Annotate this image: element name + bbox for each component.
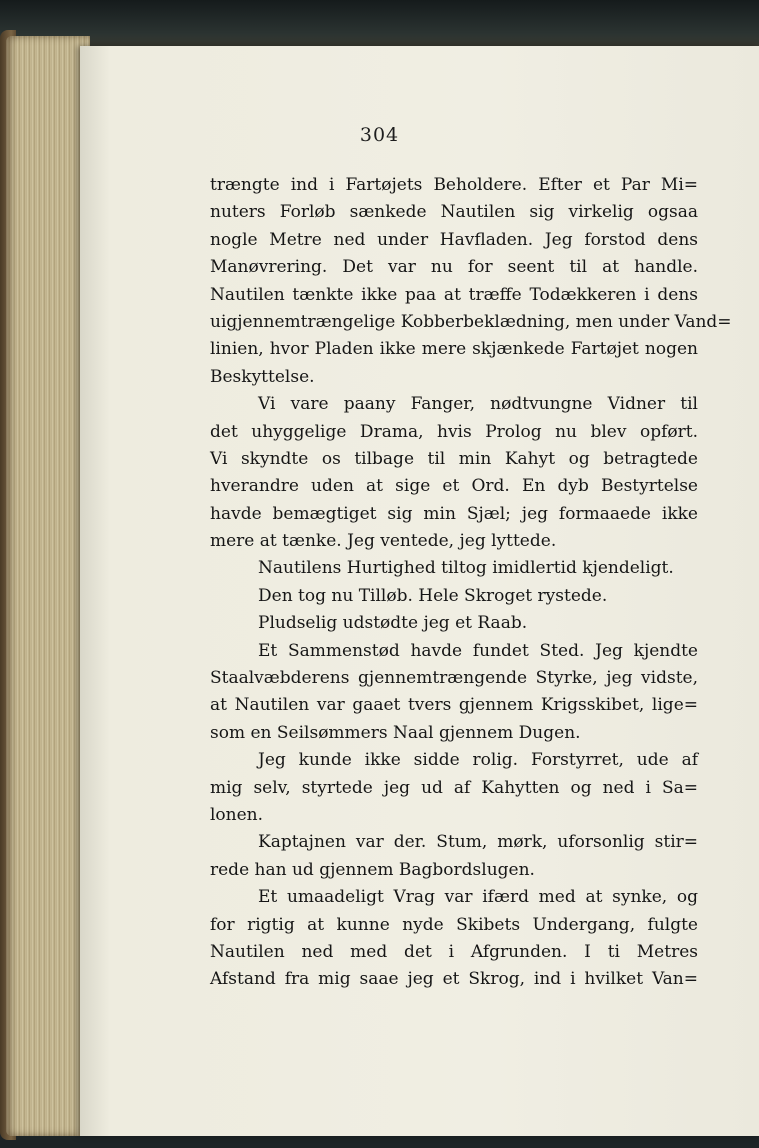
text-line: nogle Metre ned under Havfladen. Jeg forstod dens xyxy=(210,229,698,250)
text-line: Et umaadeligt Vrag var ifærd med at synke, og xyxy=(258,887,698,908)
text-line: mere at tænke. Jeg ventede, jeg lyttede. xyxy=(210,531,557,552)
text-line: havde bemægtiget sig min Sjæl; jeg formaaede ikke xyxy=(210,503,698,524)
text-line: at Nautilen var gaaet tvers gjennem Krigsskibet, lige= xyxy=(210,695,698,716)
text-line: Nautilens Hurtighed tiltog imidlertid kjendeligt. xyxy=(258,558,674,579)
text-line: lonen. xyxy=(210,804,264,825)
text-line: Afstand fra mig saae jeg et Skrog, ind i hvilket Van= xyxy=(210,969,698,990)
text-line: Manøvrering. Det var nu for seent til at handle. xyxy=(210,257,698,278)
text-line: uigjennemtrængelige Kobberbeklædning, men under Vand= xyxy=(210,311,732,332)
text-line: Den tog nu Tilløb. Hele Skroget rystede. xyxy=(258,585,608,606)
text-line: nuters Forløb sænkede Nautilen sig virkelig ogsaa xyxy=(210,202,698,223)
body-text xyxy=(210,172,732,994)
text-line: Vi vare paany Fanger, nødtvungne Vidner til xyxy=(258,394,698,415)
background-top xyxy=(0,0,759,48)
text-line: Vi skyndte os tilbage til min Kahyt og betragtede xyxy=(210,448,698,469)
text-line: Kaptajnen var der. Stum, mørk, uforsonlig stir= xyxy=(258,832,698,853)
text-line: mig selv, styrtede jeg ud af Kahytten og ned i Sa= xyxy=(210,777,698,798)
text-line: Nautilen ned med det i Afgrunden. I ti Metres xyxy=(210,941,698,962)
text-line: Nautilen tænkte ikke paa at træffe Todækkeren i dens xyxy=(210,284,698,305)
text-line: Jeg kunde ikke sidde rolig. Forstyrret, ude af xyxy=(258,750,698,771)
text-line: rede han ud gjennem Bagbordslugen. xyxy=(210,859,535,880)
text-line: Beskyttelse. xyxy=(210,366,315,387)
text-line: hverandre uden at sige et Ord. En dyb Bestyrtelse xyxy=(210,476,698,497)
text-line: Et Sammenstød havde fundet Sted. Jeg kjendte xyxy=(258,640,698,661)
text-line: for rigtig at kunne nyde Skibets Undergang, fulgte xyxy=(210,914,698,935)
text-line: Staalvæbderens gjennemtrængende Styrke, jeg vidste, xyxy=(210,668,698,689)
text-line: linien, hvor Pladen ikke mere skjænkede Fartøjet nogen xyxy=(210,339,698,360)
text-line: som en Seilsømmers Naal gjennem Dugen. xyxy=(210,722,581,743)
page-number: 304 xyxy=(359,124,400,146)
text-line: Pludselig udstødte jeg et Raab. xyxy=(258,613,528,634)
page-stack-edge xyxy=(6,36,90,1136)
text-line: det uhyggelige Drama, hvis Prolog nu blev opført. xyxy=(210,421,698,442)
text-line: trængte ind i Fartøjets Beholdere. Efter et Par Mi= xyxy=(210,175,698,195)
